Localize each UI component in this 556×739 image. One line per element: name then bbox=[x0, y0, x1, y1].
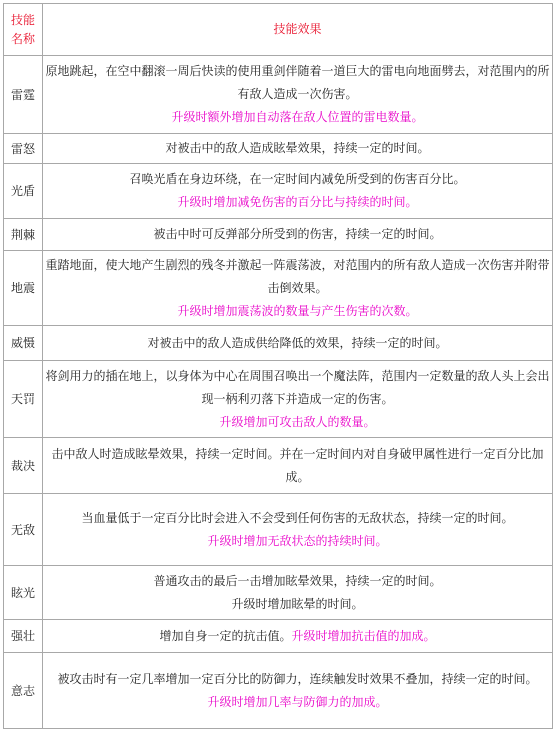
table-row bbox=[4, 251, 553, 326]
skill-name: 雷霆 bbox=[4, 56, 43, 134]
table-row bbox=[4, 361, 553, 438]
skill-name: 裁决 bbox=[4, 438, 43, 494]
skill-description: 召唤光盾在身边环绕，在一定时间内减免所受到的伤害百分比。 bbox=[129, 172, 466, 186]
table-row bbox=[4, 620, 553, 653]
skill-upgrade: 升级时增加无敌状态的持续时间。 bbox=[207, 533, 388, 548]
skill-description: 将剑用力的插在地上，以身体为中心在周围召唤出一个魔法阵，范围内一定数量的敌人头上会出现一柄利刃落下并造成一定的伤害。 bbox=[45, 368, 550, 406]
table-row bbox=[4, 134, 553, 164]
skill-effect bbox=[43, 251, 553, 326]
skill-upgrade: 升级时额外增加自动落在敌人位置的雷电数量。 bbox=[171, 110, 424, 124]
skill-description: 对被击中的敌人造成眩晕效果，持续一定的时间。 bbox=[165, 141, 430, 155]
skill-name: 天罚 bbox=[4, 361, 43, 438]
skill-name-header: 技能 名称 bbox=[4, 4, 43, 56]
skill-description: 普通攻击的最后一击增加眩晕效果，持续一定的时间。 bbox=[153, 573, 442, 588]
table-row bbox=[4, 438, 553, 494]
skill-description: 对被击中的敌人造成供给降低的效果，持续一定的时间。 bbox=[147, 335, 448, 350]
skill-effect bbox=[43, 134, 553, 164]
skill-name: 雷怒 bbox=[4, 134, 43, 164]
skill-description: 重踏地面，使大地产生剧烈的残冬并激起一阵震荡波，对范围内的所有敌人造成一次伤害并附带击倒效果。 bbox=[45, 257, 550, 295]
table-row bbox=[4, 56, 553, 134]
skill-effect bbox=[43, 620, 553, 653]
skill-name: 荆棘 bbox=[4, 219, 43, 251]
skill-effect bbox=[43, 361, 553, 438]
skill-effect-header: 技能效果 bbox=[43, 4, 553, 56]
skill-upgrade: 升级时增加减免伤害的百分比与持续的时间。 bbox=[177, 195, 418, 209]
skill-name: 光盾 bbox=[4, 164, 43, 219]
table-header-row bbox=[4, 4, 553, 56]
skill-upgrade: 升级时增加几率与防御力的加成。 bbox=[207, 694, 388, 709]
skill-name: 无敌 bbox=[4, 494, 43, 566]
skill-description: 被击中时可反弹部分所受到的伤害，持续一定的时间。 bbox=[153, 227, 442, 241]
table-row bbox=[4, 164, 553, 219]
skill-effect bbox=[43, 494, 553, 566]
skill-effect bbox=[43, 56, 553, 134]
skill-description: 当血量低于一定百分比时会进入不会受到任何伤害的无敌状态，持续一定的时间。 bbox=[81, 510, 514, 525]
skill-name: 眩光 bbox=[4, 566, 43, 620]
skill-effect bbox=[43, 326, 553, 361]
skill-effect bbox=[43, 438, 553, 494]
skill-upgrade: 升级增加可攻击敌人的数量。 bbox=[219, 414, 376, 429]
skill-upgrade: 升级时增加抗击值的加成。 bbox=[291, 628, 436, 643]
table-row bbox=[4, 326, 553, 361]
table-row bbox=[4, 653, 553, 729]
table-row bbox=[4, 566, 553, 620]
table-row bbox=[4, 219, 553, 251]
skill-description: 被攻击时有一定几率增加一定百分比的防御力，连续触发时效果不叠加，持续一定的时间。 bbox=[57, 671, 538, 686]
table-row bbox=[4, 494, 553, 566]
skill-upgrade: 升级时增加震荡波的数量与产生伤害的次数。 bbox=[177, 303, 418, 318]
skill-effect bbox=[43, 653, 553, 729]
skill-name: 地震 bbox=[4, 251, 43, 326]
skill-name: 意志 bbox=[4, 653, 43, 729]
skill-description: 增加自身一定的抗击值。 bbox=[159, 628, 292, 643]
skill-description: 原地跳起，在空中翻滚一周后快读的使用重剑伴随着一道巨大的雷电向地面劈去，对范围内的所有敌人造成一次伤害。 bbox=[45, 64, 550, 101]
skill-name: 强壮 bbox=[4, 620, 43, 653]
skill-effect bbox=[43, 164, 553, 219]
skill-upgrade: 升级时增加眩晕的时间。 bbox=[231, 596, 364, 611]
skill-description: 击中敌人时造成眩晕效果，持续一定时间。并在一定时间内对自身破甲属性进行一定百分比加成。 bbox=[51, 446, 544, 484]
skill-effect bbox=[43, 566, 553, 620]
skill-effect bbox=[43, 219, 553, 251]
skills-table bbox=[3, 3, 553, 729]
skill-name: 威慑 bbox=[4, 326, 43, 361]
